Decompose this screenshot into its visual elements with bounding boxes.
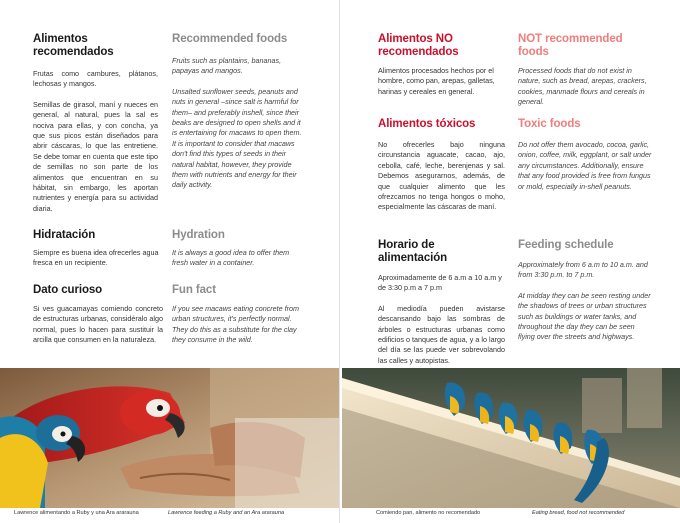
left-caption-en xyxy=(168,510,284,516)
recommended-title-es: Alimentos recomendados xyxy=(33,33,114,58)
recommended-en xyxy=(172,33,302,191)
hydration-en xyxy=(172,229,307,269)
recommended-title-en: Recommended foods xyxy=(172,33,288,45)
hydration-text-en: It is always a good idea to offer them fresh water in a container. xyxy=(172,248,290,268)
recommended-text1-en: Fruits such as plantains, bananas, papayas and mangos. xyxy=(172,56,282,76)
macaws-feeding-illustration xyxy=(0,368,340,508)
fact-text-en: If you see macaws eating concrete from urban structures, it's perfectly normal. They do this as a substitute for the clay they consume in the wild. xyxy=(172,304,300,345)
not-recommended-en xyxy=(518,33,653,108)
recommended-es xyxy=(33,33,158,214)
schedule-text2-en: At midday they can be seen resting under the shadows of trees or urban structures such as buildings or water tanks, and throughout the day they can be seen flying over the streets and highways. xyxy=(518,290,651,342)
hydration-title-en: Hydration xyxy=(172,229,225,241)
schedule-text1-en: Approximately from 6 a.m to 10 a.m. and from 3:30 p.m. to 7 p.m. xyxy=(518,260,648,280)
toxic-title-en: Toxic foods xyxy=(518,118,581,130)
right-page xyxy=(340,0,680,523)
hydration-es xyxy=(33,229,163,269)
hydration-title-es: Hidratación xyxy=(33,229,96,241)
left-caption-en-text: Lawrence feeding a Ruby and an Ara ararauna xyxy=(168,510,285,516)
recommended-text1-es: Frutas como cambures, plátanos, lechosas y mangos. xyxy=(33,69,158,89)
toxic-text-es: No ofrecerles bajo ninguna circunstancia aguacate, cacao, ajo, cebolla, café, leche, berenjenas y sal. Debemos asegurarnos, además, de que cualquier alimento que les ofrezcamos no tenga hongos o moho, especialmente las cáscaras de maní. xyxy=(378,140,505,212)
fact-title-es: Dato curioso xyxy=(33,284,103,296)
schedule-title-en: Feeding schedule xyxy=(518,239,614,251)
fact-en xyxy=(172,284,307,346)
not-recommended-title-es: Alimentos NO recomendados xyxy=(378,33,459,58)
recommended-text2-es: Semillas de girasol, maní y nueces en general, al natural, pues la sal es nociva para ellas, y con concha, ya que sus picos están diseñados para abrir cáscaras, lo que las entretiene. Se debe tomar en cuenta que este tipo de semillas no son parte de los alimentos que encuentran en su hábitat, sin embargo, les aportan nutrientes y energía para su actividad diaria. xyxy=(33,99,158,213)
toxic-en xyxy=(518,118,653,192)
macaws-wall-illustration xyxy=(342,368,680,508)
not-recommended-text-en: Processed foods that do not exist in nature, such as bread, arepas, crackers, cookies, manmade flours and cereals in general. xyxy=(518,66,647,107)
schedule-text2-es: Al mediodía pueden avistarse descansando bajo las sombras de árboles o estructuras urbanas como edificios o tanques de agua, y a lo largo del día se las puede ver sobrevolando las calles y autopistas. xyxy=(378,303,505,365)
right-caption-en-text: Eating bread, food not recommended xyxy=(532,510,625,516)
toxic-title-es: Alimentos tóxicos xyxy=(378,118,476,130)
schedule-es xyxy=(378,239,505,366)
fact-title-en: Fun fact xyxy=(172,284,216,296)
hydration-text-es: Siempre es buena idea ofrecerles agua fresca en un recipiente. xyxy=(33,248,159,268)
fact-es xyxy=(33,284,163,346)
macaws-wall-photo xyxy=(342,368,680,508)
toxic-es xyxy=(378,118,505,213)
schedule-title-es: Horario de alimentación xyxy=(378,239,448,264)
not-recommended-title-en: NOT recommended foods xyxy=(518,33,623,58)
schedule-text1-es: Aproximadamente de 6 a.m a 10 a.m y de 3:30 p.m a 7 p.m xyxy=(378,273,502,293)
right-caption-en xyxy=(532,510,624,516)
recommended-text2-en: Unsalted sunflower seeds, peanuts and nuts in general –since salt is harmful for them– and preferably inshell, since their beaks are designed to open shells and it is entertaining for macaws to open them. It is important to consider that macaws don't find this types of seeds in their natural habitat, however, they provide them with nutrients and energy for their daily activity. xyxy=(172,86,302,190)
macaws-feeding-photo xyxy=(0,368,340,508)
schedule-en xyxy=(518,239,653,343)
left-caption-es: Lawrence alimentando a Ruby y una Ara ararauna xyxy=(14,510,139,516)
fact-text-es: Si ves guacamayas comiendo concreto de estructuras urbanas, considéralo algo normal, pues lo hacen para sustituir la arcilla que consumen en la naturaleza. xyxy=(33,304,163,345)
right-caption-es: Comiendo pan, alimento no recomendado xyxy=(376,510,481,516)
not-recommended-es xyxy=(378,33,503,97)
toxic-text-en: Do not offer them avocado, cocoa, garlic, onion, coffee, milk, eggplant, or salt under any circumstances. Additionally, ensure that any food provided is free from fungus or mold, especially in-shell peanuts. xyxy=(518,140,652,191)
not-recommended-text-es: Alimentos procesados hechos por el hombre, como pan, arepas, galletas, harinas y cereales en general. xyxy=(378,66,495,96)
